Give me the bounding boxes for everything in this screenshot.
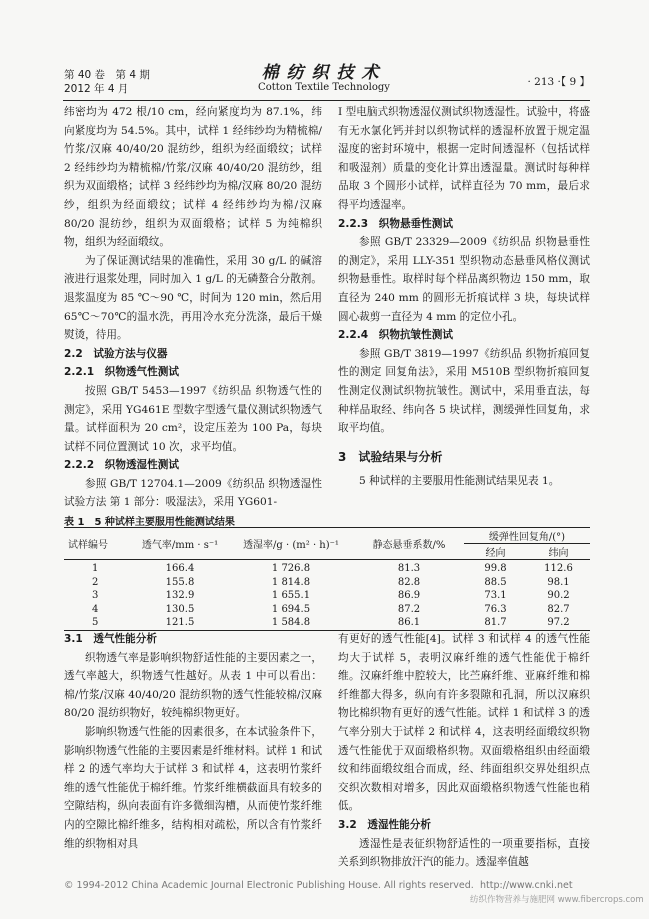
right-heading-1: 2.2.3 织物悬垂性测试 bbox=[338, 217, 453, 230]
table-cell: 1 694.5 bbox=[271, 603, 311, 615]
journal-title-cn: 棉纺织技术 bbox=[261, 63, 387, 83]
issue-date: 2012 年 4 月 bbox=[64, 83, 129, 95]
table-cell: 130.5 bbox=[165, 603, 195, 615]
cnki-link[interactable]: http://www.cnki.net bbox=[480, 880, 573, 891]
th-air-perm: 透气率/mm · s⁻¹ bbox=[132, 528, 228, 560]
table-cell: 3 bbox=[92, 590, 99, 602]
right-paragraph-0: I 型电脑式织物透湿仪测试织物透湿性。试验中，将盛有无水氯化钙并封以织物试样的透湿杯放置于规定温湿度的密封环境中，根据一定时间透湿杯（包括试样和吸湿剂）质量的变化计算出透湿量。测试时每种样品取 3 个圆形小试样，试样直径为 70 mm，最后求得平均透湿率。 bbox=[338, 106, 590, 211]
table-cell: 97.2 bbox=[547, 617, 570, 629]
bottom-right-paragraph-0: 有更好的透气性能[4]。试样 3 和试样 4 的透气性能均大于试样 5，表明汉麻纤维的透气性能优于棉纤维。汉麻纤维中腔较大，比苎麻纤维、亚麻纤维和棉纤维都大得多，纵向有许多裂隙和孔洞，所以汉麻织物比棉织物有更好的透气性能。试样 1 和试样 3 的透气率分别大于试样 2 和试样 4，这表明经面缎纹织物透气性能优于双面缎格织物。双面缎格组织由经面缎纹和纬面缎纹组合而成，经、纬面组织交界处组织点交织次数相对增多，因此双面缎格织物透气性能也稍低。 bbox=[338, 633, 590, 813]
bottom-left-paragraph-2: 影响织物透气性能的因素很多，在本试验条件下，影响织物透气性能的主要因素是纤维材料。试样 1 和试样 2 的透气率均大于试样 3 和试样 4，这表明竹浆纤维的透气性能优于棉纤维。竹浆纤维横截面具有较多的空隙结构，纵向表面有许多微细沟槽，从而使竹浆纤维内的空隙比棉纤维多，结构相对疏松，所以含有竹浆纤维的织物相对具 bbox=[64, 725, 322, 850]
table-cell: 2 bbox=[92, 576, 99, 588]
table-cell: 5 bbox=[92, 617, 99, 629]
header-rule bbox=[63, 100, 590, 101]
table-cell: 82.8 bbox=[397, 576, 421, 588]
table-cell: 166.4 bbox=[165, 563, 195, 575]
table-row bbox=[64, 560, 590, 576]
copyright: © 1994-2012 China Academic Journal Electronic Publishing House. All rights reserved. bbox=[64, 880, 474, 891]
table-cell: 81.7 bbox=[484, 617, 507, 629]
table-cell: 155.8 bbox=[165, 576, 195, 588]
table-cell: 82.7 bbox=[547, 603, 570, 615]
th-moisture: 透湿率/g · (m² · h)⁻¹ bbox=[228, 528, 354, 560]
table-cell: 86.9 bbox=[397, 590, 421, 602]
table-row bbox=[64, 603, 590, 617]
th-weft: 纬向 bbox=[527, 544, 590, 560]
left-paragraph-6: 参照 GB/T 12704.1—2009《纺织品 织物透湿性试验方法 第 1 部分：吸湿法》，采用 YG601- bbox=[64, 477, 322, 509]
table-cell: 87.2 bbox=[397, 603, 421, 615]
bottom-right-heading-1: 3.2 透湿性能分析 bbox=[338, 818, 431, 831]
table-cell: 81.3 bbox=[397, 563, 421, 575]
right-column bbox=[338, 103, 590, 491]
right-paragraph-4: 参照 GB/T 3819—1997《纺织品 织物折痕回复性的测定 回复角法》，采用 M510B 型织物折痕回复性测定仪测试织物抗皱性。测试中，采用垂直法，每种样品取经、纬向各 5 块试样，测缓弹性回复角，求取平均值。 bbox=[338, 347, 590, 435]
bottom-left-paragraph-1: 织物透气率是影响织物舒适性能的主要因素之一，透气率越大，织物透气性越好。从表 1 中可以看出：棉/竹浆/汉麻 40/40/20 混纺织物的透气性能较棉/汉麻 80/20 混纺织物好，较纯棉织物更好。 bbox=[64, 651, 322, 720]
th-warp: 经向 bbox=[464, 544, 527, 560]
table-caption bbox=[64, 513, 235, 528]
table-cell: 132.9 bbox=[165, 590, 195, 602]
left-heading-2: 2.2 试验方法与仪器 bbox=[64, 347, 168, 360]
table-row bbox=[64, 616, 590, 630]
table-cell: 4 bbox=[92, 603, 99, 615]
bottom-right-column bbox=[338, 630, 590, 872]
th-drape: 静态悬垂系数/% bbox=[354, 528, 464, 560]
right-heading-3: 2.2.4 织物抗皱性测试 bbox=[338, 329, 453, 342]
table-cell: 1 584.8 bbox=[271, 617, 311, 629]
th-sample: 试样编号 bbox=[64, 528, 132, 560]
left-paragraph-0: 纬密均为 472 根/10 cm，经向紧度均为 87.1%，纬向紧度均为 54.5%。其中，试样 1 经纬纱均为精梳棉/竹浆/汉麻 40/40/20 混纺纱，组织为经面缎纹；试样 2 经纬纱均为精梳棉/竹浆/汉麻 40/40/20 混纺纱，组织为双面缎格；试样 3 经纬纱均为棉/汉麻 80/20 混纺纱，组织为经面缎纹；试样 4 经纬纱均为棉/汉麻 80/20 混纺纱，组织为双面缎格；试样 5 为纯棉织物，组织为经面缎纹。 bbox=[64, 106, 322, 249]
table-caption-text: 表 1 5 种试样主要服用性能测试结果 bbox=[64, 517, 235, 528]
left-heading-5: 2.2.2 织物透湿性测试 bbox=[64, 459, 179, 472]
right-paragraph-2: 参照 GB/T 23329—2009《纺织品 织物悬垂性的测定》，采用 LLY-351 型织物动态悬垂风格仪测试织物悬垂性。取样时每个样品离织物边 150 mm，取直径为 240 mm 的圆形无折痕试样 3 块，每块试样圆心裁剪一直径为 4 mm 的定位小孔。 bbox=[338, 236, 590, 323]
th-recovery: 缓弹性回复角/(°) bbox=[464, 528, 590, 544]
table-cell: 1 726.8 bbox=[271, 563, 311, 575]
left-heading-3: 2.2.1 织物透气性测试 bbox=[64, 366, 179, 379]
table-cell: 88.5 bbox=[484, 576, 507, 588]
bottom-right-paragraph-2: 透湿性是表征织物舒适性的一项重要指标，直接关系到织物排放汗汽的能力。透湿率值越 bbox=[338, 837, 590, 869]
table-cell: 1 814.8 bbox=[271, 576, 311, 588]
results-table bbox=[64, 527, 590, 631]
journal-title-en: Cotton Textile Technology bbox=[258, 82, 390, 93]
table-cell: 1 655.1 bbox=[271, 590, 311, 602]
volume-issue: 第 40 卷 第 4 期 bbox=[64, 69, 150, 81]
left-paragraph-4: 按照 GB/T 5453—1997《纺织品 织物透气性的测定》，采用 YG461E 型数字型透气量仪测试织物透气量。试样面积为 20 cm²，设定压差为 100 Pa，每块试样不同位置测试 10 次，求平均值。 bbox=[64, 384, 322, 453]
right-heading-5: 3 试验结果与分析 bbox=[338, 449, 443, 464]
bottom-left-column bbox=[64, 630, 322, 853]
table-cell: 1 bbox=[92, 563, 99, 575]
table-cell: 121.5 bbox=[165, 617, 195, 629]
table-cell: 112.6 bbox=[544, 563, 573, 575]
table-cell: 98.1 bbox=[547, 576, 570, 588]
table-cell: 86.1 bbox=[397, 617, 421, 629]
table-row bbox=[64, 589, 590, 603]
table-cell: 73.1 bbox=[484, 590, 507, 602]
table-cell: 90.2 bbox=[547, 590, 570, 602]
table-row bbox=[64, 576, 590, 590]
table-cell: 99.8 bbox=[484, 563, 507, 575]
bottom-left-heading-0: 3.1 透气性能分析 bbox=[64, 633, 157, 645]
watermark: 纺织作物营养与施肥网 www.fibercrops.com bbox=[470, 895, 644, 905]
page-number: · 213 ·【 9 】 bbox=[527, 76, 590, 88]
right-paragraph-6: 5 种试样的主要服用性能测试结果见表 1。 bbox=[359, 475, 560, 488]
left-column bbox=[64, 103, 322, 512]
table-cell: 76.3 bbox=[484, 603, 507, 615]
left-paragraph-1: 为了保证测试结果的准确性，采用 30 g/L 的碱溶液进行退浆处理，同时加入 1 g/L 的无磷螯合分散剂。退浆温度为 85 ℃～90 ℃，时间为 120 min，然后用 65℃～70℃的温水洗，再用冷水充分洗涤，最后干燥熨烫，待用。 bbox=[64, 254, 322, 342]
